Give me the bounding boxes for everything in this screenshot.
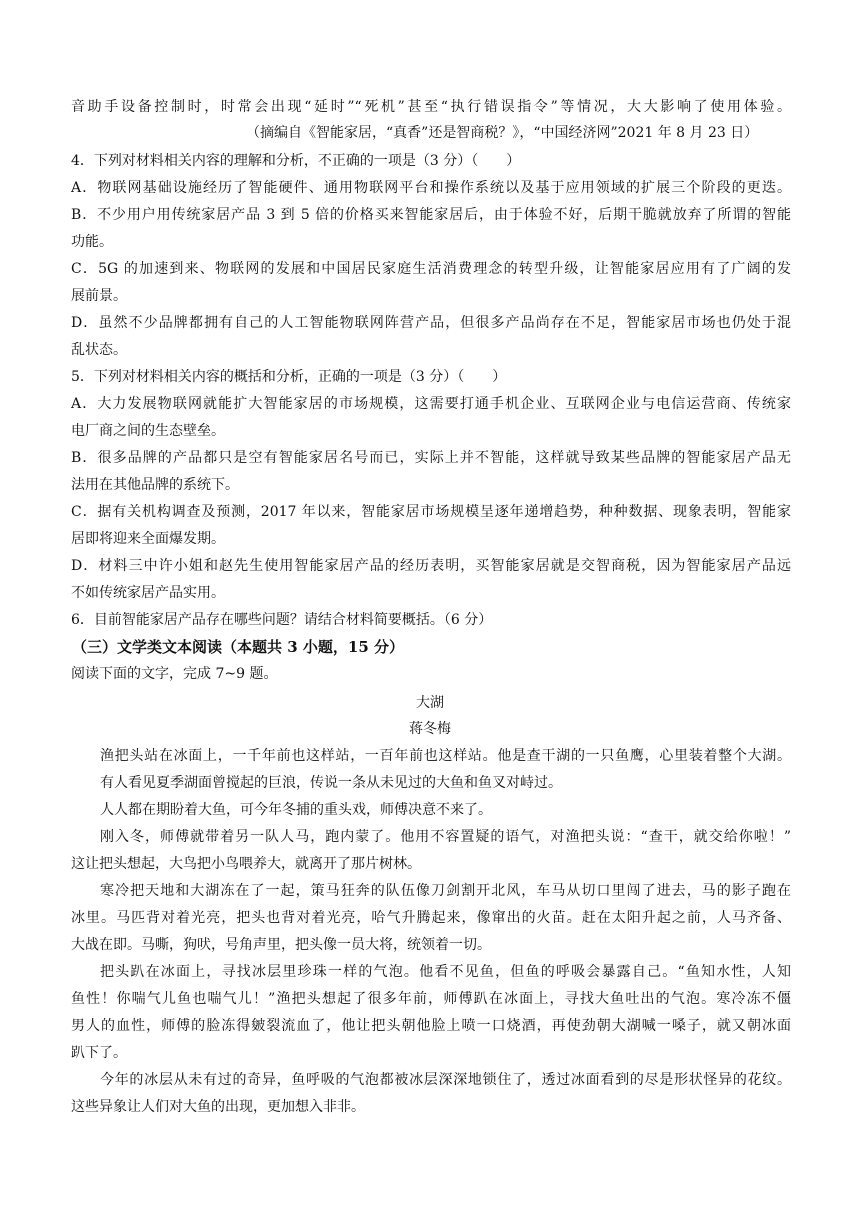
option-4b-cont: 功能。 (71, 234, 113, 250)
paragraph-line: 趴下了。 (71, 1045, 127, 1061)
paragraph-line: 今年的冰层从未有过的奇异，鱼呼吸的气泡都被冰层深深地锁住了，透过冰面看到的尽是形状怪异的花纹。 (100, 1072, 791, 1088)
paragraph-line: 寒冷把天地和大湖冻在了一起，策马狂奔的队伍像刀剑割开北风，车马从切口里闯了进去，马的影子跑在 (100, 883, 791, 899)
option-4c: C．5G 的加速到来、物联网的发展和中国居民家庭生活消费理念的转型升级，让智能家居应用有了广阔的发 (71, 261, 791, 277)
option-4d-cont: 乱状态。 (71, 342, 127, 358)
option-4b: B．不少用户用传统家居产品 3 到 5 倍的价格买来智能家居后，由于体验不好，后期干脆就放弃了所谓的智能 (71, 207, 791, 223)
option-5b-cont: 法用在其他品牌的系统下。 (71, 477, 239, 493)
story-author: 蒋冬梅 (409, 721, 451, 737)
question-6: 6．目前智能家居产品存在哪些问题？请结合材料简要概括。（6 分） (71, 612, 493, 628)
paragraph-line: 有人看见夏季湖面曾搅起的巨浪，传说一条从未见过的大鱼和鱼叉对峙过。 (100, 775, 562, 791)
option-5c-cont: 居即将迎来全面爆发期。 (71, 531, 225, 547)
paragraph-line: 冰里。马匹背对着光亮，把头也背对着光亮，哈气升腾起来，像窜出的火苗。赶在太阳升起之前，人马齐备、 (71, 910, 791, 926)
option-5b: B．很多品牌的产品都只是空有智能家居名号而已，实际上并不智能，这样就导致某些品牌的智能家居产品无 (71, 450, 791, 466)
option-5a: A．大力发展物联网就能扩大智能家居的市场规模，这需要打通手机企业、互联网企业与电信运营商、传统家 (71, 396, 791, 412)
paragraph-line: 大战在即。马嘶，狗吠，号角声里，把头像一员大将，统领着一切。 (71, 937, 491, 953)
text-line: 音助手设备控制时，时常会出现“延时”“死机”甚至“执行错误指令”等情况，大大影响了使用体验。 (71, 99, 791, 115)
paragraph-line: 这些异象让人们对大鱼的出现，更加想入非非。 (71, 1099, 365, 1115)
question-5: 5．下列对材料相关内容的概括和分析，正确的一项是（3 分）（ ） (71, 369, 507, 385)
paragraph-line: 刚入冬，师傅就带着另一队人马，跑内蒙了。他用不容置疑的语气，对渔把头说：“查干，就交给你啦！” (100, 829, 791, 845)
paragraph-line: 这让把头想起，大鸟把小鸟喂养大，就离开了那片树林。 (71, 856, 421, 872)
option-4a: A．物联网基础设施经历了智能硬件、通用物联网平台和操作系统以及基于应用领域的扩展三个阶段的更迭。 (71, 180, 791, 196)
reading-instruction: 阅读下面的文字，完成 7~9 题。 (71, 666, 278, 682)
paragraph-line: 鱼性！你喘气儿鱼也喘气儿！”渔把头想起了很多年前，师傅趴在冰面上，寻找大鱼吐出的气泡。寒冷冻不僵 (71, 991, 791, 1007)
section-heading: （三）文学类文本阅读（本题共 3 小题，15 分） (72, 638, 404, 656)
paragraph-line: 渔把头站在冰面上，一千年前也这样站，一百年前也这样站。他是查干湖的一只鱼鹰，心里装着整个大湖。 (100, 748, 791, 764)
option-5a-cont: 电厂商之间的生态壁垒。 (71, 423, 225, 439)
source-citation: （摘编自《智能家居，“真香”还是智商税？》，“中国经济网”2021 年 8 月 23 日） (246, 125, 759, 141)
paragraph-line: 把头趴在冰面上，寻找冰层里珍珠一样的气泡。他看不见鱼，但鱼的呼吸会暴露自己。“鱼知水性，人知 (100, 964, 791, 980)
question-4: 4．下列对材料相关内容的理解和分析，不正确的一项是（3 分）（ ） (71, 153, 521, 169)
option-5d-cont: 不如传统家居产品实用。 (71, 585, 225, 601)
paragraph-line: 男人的血性，师傅的脸冻得皴裂流血了，他让把头朝他脸上喷一口烧酒，再使劲朝大湖喊一嗓子，就又朝冰面 (71, 1018, 791, 1034)
option-5d: D．材料三中许小姐和赵先生使用智能家居产品的经历表明，买智能家居就是交智商税，因为智能家居产品远 (71, 558, 791, 574)
option-5c: C．据有关机构调查及预测，2017 年以来，智能家居市场规模呈逐年递增趋势，种种数据、现象表明，智能家 (71, 504, 791, 520)
paragraph-line: 人人都在期盼着大鱼，可今年冬捕的重头戏，师傅决意不来了。 (100, 802, 492, 818)
option-4c-cont: 展前景。 (71, 288, 127, 304)
story-title: 大湖 (416, 695, 444, 711)
option-4d: D．虽然不少品牌都拥有自己的人工智能物联网阵营产品，但很多产品尚存在不足，智能家居市场也仍处于混 (71, 315, 791, 331)
